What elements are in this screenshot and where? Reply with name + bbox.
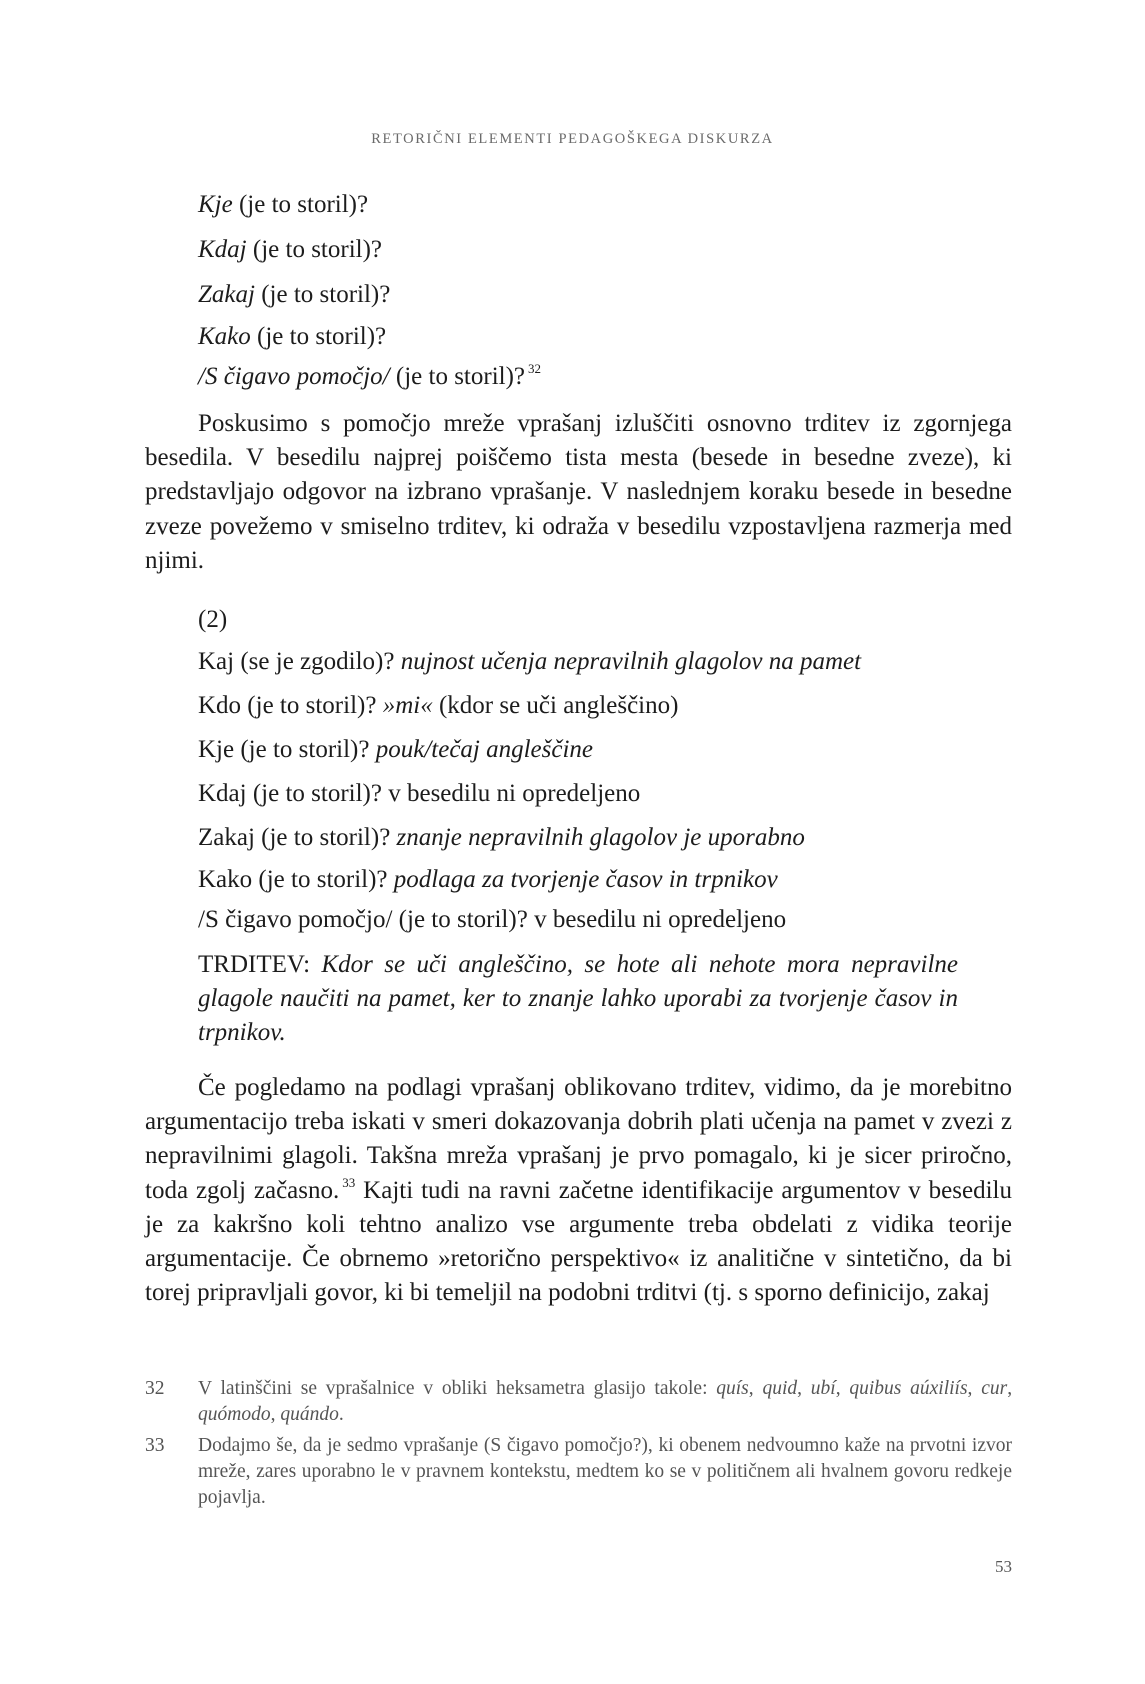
- question-rest: (je to storil)?: [250, 323, 387, 350]
- footnotes: [145, 1376, 1012, 1516]
- claim-text: Kdor se uči angleščino, se hote ali nehote mora nepravilne glagole naučiti na pamet, ker to znanje lahko uporabi za tvorjenje časov in trpnikov.: [198, 951, 958, 1046]
- running-head: RETORIČNI ELEMENTI PEDAGOŠKEGA DISKURZA: [371, 131, 774, 147]
- latin-term: quid: [762, 1378, 798, 1399]
- paragraph-2-part-1: Če pogledamo na podlagi vprašanj oblikovano trditev, vidimo, da je morebitno argumentacijo treba iskati v smeri dokazovanja dobrih plati učenja na pamet v zvezi z nepravilnimi glagoli. Takšna mreža vprašanj je prvo pomagalo, ki je sicer priročno, toda zgolj začasno.: [145, 1074, 1012, 1204]
- question-word: Kdaj: [198, 236, 247, 263]
- example-question: Zakaj (je to storil)?: [198, 824, 397, 851]
- question-rest: (je to storil)?: [389, 363, 526, 390]
- example-answer-italic: znanje nepravilnih glagolov je uporabno: [396, 824, 805, 851]
- latin-term: ubí: [810, 1378, 836, 1399]
- question-line: [198, 227, 541, 272]
- paragraph-1: Poskusimo s pomočjo mreže vprašanj izluščiti osnovno trditev iz zgornjega besedila. V besedilu najprej poiščemo tista mesta (besede in besedne zveze), ki predstavljajo odgovor na izbrano vprašanje. V naslednjem koraku besede in besedne zveze povežemo v smiselno trditev, ki odraža v besedilu vzpostavljena razmerja med njimi.: [145, 410, 1012, 574]
- example-question-grid: [198, 640, 861, 940]
- example-row: [198, 900, 861, 940]
- question-line: [198, 357, 541, 397]
- example-question: /S čigavo pomočjo/ (je to storil)?: [198, 906, 535, 933]
- latin-term: quándo: [280, 1404, 339, 1425]
- latin-term: quís: [716, 1378, 749, 1399]
- example-answer-italic: podlaga za tvorjenje časov in trpnikov: [393, 866, 778, 893]
- question-rest: (je to storil)?: [246, 236, 383, 263]
- question-rest: (je to storil)?: [232, 191, 369, 218]
- question-list: [198, 182, 541, 397]
- question-word: Kje: [198, 191, 233, 218]
- question-line: [198, 182, 541, 227]
- example-row: [198, 684, 861, 728]
- example-answer-italic: pouk/tečaj angleščine: [375, 736, 594, 763]
- example-question: Kako (je to storil)?: [198, 866, 394, 893]
- example-question: Kdaj (je to storil)?: [198, 780, 389, 807]
- footnote-text: V latinščini se vprašalnice v obliki heksametra glasijo takole:: [198, 1378, 717, 1399]
- example-number: (2): [198, 606, 228, 633]
- paragraph-2-part-2: Kajti tudi na ravni začetne identifikacije argumentov v besedilu je za kakršno koli tehtno analizo vse argumente treba obdelati z vidika teorije argumentacije. Če obrnemo »retorično perspektivo« iz analitične v sintetično, da bi torej pripravljali govor, ki bi temeljil na podobni trditvi (tj. s sporno definicijo, zakaj: [145, 1176, 1012, 1307]
- footnote-32: 32 V latinščini se vprašalnice v obliki heksametra glasijo takole: quís, quid, ubí, quibus aúxiliís, cur, quómodo, quándo.: [145, 1378, 1013, 1425]
- latin-term: cur: [981, 1378, 1008, 1399]
- example-row: [198, 860, 861, 900]
- example-answer-italic: »mi«: [382, 692, 433, 719]
- footnote-text: Dodajmo še, da je sedmo vprašanje (S čigavo pomočjo?), ki obenem nedvoumno kaže na prvotni izvor mreže, zares uporabno le v pravnem kontekstu, medtem ko se v političnem ali hvalnem govoru redkeje pojavlja.: [198, 1435, 1012, 1508]
- paragraph-2: [145, 1071, 1012, 1310]
- latin-term: quómodo: [198, 1404, 271, 1425]
- page-number: 53: [995, 1557, 1012, 1576]
- example-question: Kje (je to storil)?: [198, 736, 376, 763]
- example-question: Kaj (se je zgodilo)?: [198, 648, 401, 675]
- latin-term: quibus aúxiliís: [849, 1378, 968, 1399]
- example-answer-italic: nujnost učenja nepravilnih glagolov na pamet: [400, 648, 862, 675]
- question-line: [198, 272, 541, 317]
- question-line: [198, 317, 541, 357]
- footnote-number: 32: [145, 1378, 165, 1399]
- claim-label: TRDITEV:: [198, 951, 322, 978]
- footnote-ref-33[interactable]: 33: [342, 1174, 356, 1190]
- question-word: Kako: [198, 323, 251, 350]
- question-word: /S čigavo pomočjo/: [198, 363, 390, 390]
- footnote-ref-32[interactable]: 32: [528, 361, 542, 376]
- example-answer-plain: v besedilu ni opredeljeno: [534, 906, 787, 933]
- question-rest: (je to storil)?: [254, 281, 391, 308]
- question-word: Zakaj: [198, 281, 255, 308]
- example-row: [198, 640, 861, 684]
- example-row: [198, 816, 861, 860]
- example-row: [198, 772, 861, 816]
- footnote-33: [145, 1433, 1012, 1511]
- footnote-number: 33: [145, 1435, 165, 1456]
- example-answer-plain: (kdor se uči angleščino): [432, 692, 679, 719]
- example-question: Kdo (je to storil)?: [198, 692, 383, 719]
- example-row: [198, 728, 861, 772]
- claim-block: [198, 948, 958, 1050]
- example-answer-plain: v besedilu ni opredeljeno: [388, 780, 641, 807]
